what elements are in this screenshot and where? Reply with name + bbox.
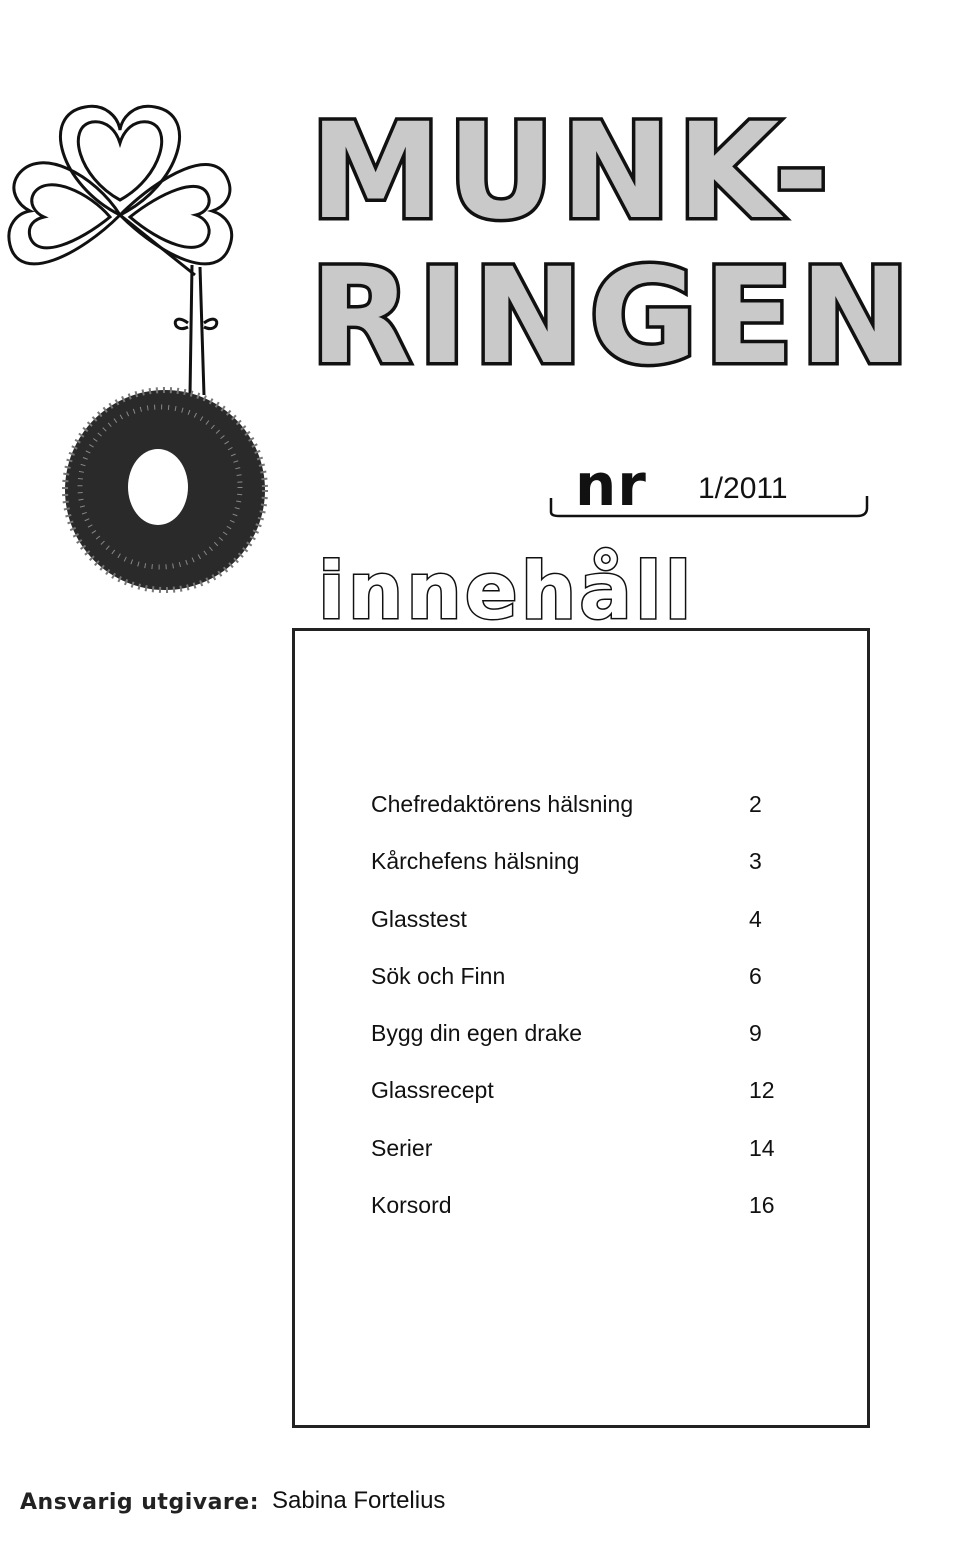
toc-item-page: 3 [749,848,762,875]
toc-item [371,789,811,846]
toc-item-page: 12 [749,1077,775,1104]
toc-item-title: Korsord [371,1192,452,1219]
issue-number-block [545,451,875,524]
toc-item-page: 4 [749,905,762,932]
toc-item-page: 9 [749,1020,762,1047]
toc-item [371,904,811,961]
table-of-contents [292,628,870,1428]
toc-item-page: 16 [749,1192,775,1219]
toc-item-title: Kårchefens hälsning [371,848,580,875]
toc-item-title: Glassrecept [371,1077,494,1104]
toc-item-title: Serier [371,1134,433,1161]
masthead-line-2: RINGEN [310,240,917,394]
wreath-icon [65,390,265,590]
toc-item-title: Sök och Finn [371,962,506,989]
toc-item-title: Glasstest [371,905,467,932]
toc-item [371,1018,811,1075]
publisher-label: Ansvarig utgivare: [20,1490,259,1515]
toc-item [371,961,811,1018]
toc-item-page: 2 [749,791,762,817]
clover-icon [9,106,232,395]
toc-item-page: 6 [749,962,762,989]
issue-number: 1/2011 [698,472,788,505]
contents-heading: innehåll [318,547,695,637]
issue-prefix: nr [575,451,647,519]
toc-item-title: Chefredaktörens hälsning [371,791,634,817]
clover-wreath-logo [0,95,290,595]
masthead-line-1: MUNK- [310,95,835,249]
toc-list [371,789,811,1247]
toc-item-page: 14 [749,1134,775,1161]
toc-item-title: Bygg din egen drake [371,1020,582,1047]
masthead-title [310,95,917,400]
toc-item [371,1190,811,1247]
toc-item [371,846,811,903]
toc-item [371,1075,811,1132]
publisher-name: Sabina Fortelius [272,1487,446,1514]
toc-item [371,1133,811,1190]
